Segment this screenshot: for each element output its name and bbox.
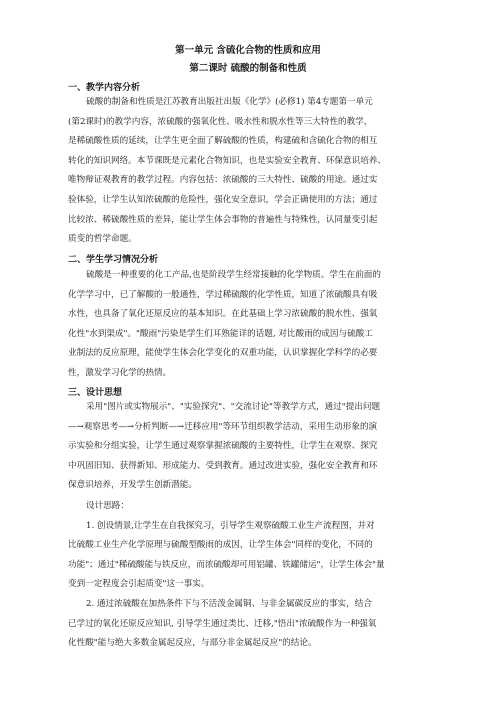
section-body-design-approach bbox=[68, 497, 434, 654]
lesson-subtitle: 第二课时 硫酸的制备和性质 bbox=[189, 63, 307, 74]
paragraph-line: 化性酸"能与绝大多数金属起反应，与部分非金属起反应"的结论。 bbox=[68, 638, 317, 649]
paragraph-line: 2. 通过浓硫酸在加热条件下与不活泼金属铜、与非金属碳反应的事实，结合 bbox=[86, 598, 372, 609]
paragraph-line: (第2课时)的教学内容，浓硫酸的强氧化性、吸水性和脱水性等三大特性的教学， bbox=[68, 116, 373, 127]
paragraph-line: 验体验，让学生认知浓硫酸的危险性，强化安全意识，学会正确使用的方法；通过 bbox=[68, 194, 378, 205]
paragraph-line: 保意识培养，开发学生创新潜能。 bbox=[68, 480, 197, 491]
unit-title: 第一单元 含硫化合物的性质和应用 bbox=[175, 45, 321, 56]
paragraph-line: 比较浓、稀硫酸性质的差异，能让学生体会事物的普遍性与特殊性，认同量变引起 bbox=[68, 214, 378, 225]
section-heading-design-idea: 三、设计思想 bbox=[68, 388, 123, 398]
paragraph-line: 中巩固旧知、获得新知、形成能力、受到教育。通过改进实验，强化安全教育和环 bbox=[68, 460, 378, 471]
paragraph-line: 已学过的氧化还原反应知识, 引导学生通过类比、迁移,"悟出"浓硫酸作为一种强氧 bbox=[68, 618, 377, 629]
paragraph-line: 业制法的反应原理，能使学生体会化学变化的双重功能，认识掌握化学科学的必要 bbox=[68, 348, 378, 359]
paragraph-line: 化性"水到渠成"。"酸雨"污染是学生们耳熟能详的话题, 对比酸雨的成因与硫酸工 bbox=[68, 328, 373, 339]
paragraph-line: 采用"图片或实物展示"、"实验探究"、"交流讨论"等教学方式，通过"提出问题 bbox=[86, 402, 381, 412]
paragraph-line: 硫酸的制备和性质是江苏教育出版社出版《化学》(必修1) 第4专题第一单元 bbox=[86, 97, 373, 107]
paragraph-line: 唯物辩证观教育的教学过程。内容包括：浓硫酸的三大特性、硫酸的用途。通过实 bbox=[68, 175, 378, 186]
section-heading-student-analysis: 二、学生学习情况分析 bbox=[68, 255, 159, 265]
section-body-student-analysis bbox=[68, 266, 434, 384]
paragraph-line: 功能"；通过"稀硫酸能与铁反应，而浓硫酸却可用铝罐、铁罐储运"，让学生体会"量 bbox=[68, 559, 385, 570]
paragraph-line: 示实验和分组实验，让学生通过观察掌握浓硫酸的主要特性，让学生在观察、探究 bbox=[68, 441, 378, 452]
paragraph-line: 转化的知识网络。本节课既是元素化合物知识，也是实验安全教育、环保意识培养、 bbox=[68, 155, 386, 166]
paragraph-line: 设计思路： bbox=[86, 501, 129, 511]
paragraph-line: —→观察思考—→分析判断—→迁移应用"等环节组织教学活动，采用生动形象的演 bbox=[68, 421, 378, 432]
paragraph-line: 是稀硫酸性质的延续，让学生更全面了解硫酸的性质，构建硫和含硫化合物的相互 bbox=[68, 136, 378, 147]
paragraph-line: 质变的哲学命题。 bbox=[68, 234, 137, 245]
paragraph-line: 性，激发学习化学的热情。 bbox=[68, 367, 172, 378]
section-body-content-analysis bbox=[68, 93, 434, 250]
paragraph-line: 变到一定程度会引起质变"这一事实。 bbox=[68, 579, 210, 590]
section-heading-content-analysis: 一、教学内容分析 bbox=[68, 83, 141, 93]
section-body-design-idea bbox=[68, 398, 434, 496]
paragraph-line: 比硫酸工业生产化学原理与硫酸型酸雨的成因，让学生体会"同样的变化，不同的 bbox=[68, 540, 373, 551]
paragraph-line: 水性，也具备了氧化还原反应的基本知识。在此基础上学习浓硫酸的脱水性、强氧 bbox=[68, 309, 378, 320]
paragraph-line: 化学学习中，已了解酸的一般通性，学过稀硫酸的化学性质，知道了浓硫酸具有吸 bbox=[68, 289, 378, 300]
paragraph-line: 1. 创设情景,让学生在自我探究习，引导学生观察硫酸工业生产流程图，并对 bbox=[86, 520, 375, 531]
paragraph-line: 硫酸是一种重要的化工产品,也是阶段学生经常接触的化学物质。学生在前面的 bbox=[86, 270, 381, 280]
